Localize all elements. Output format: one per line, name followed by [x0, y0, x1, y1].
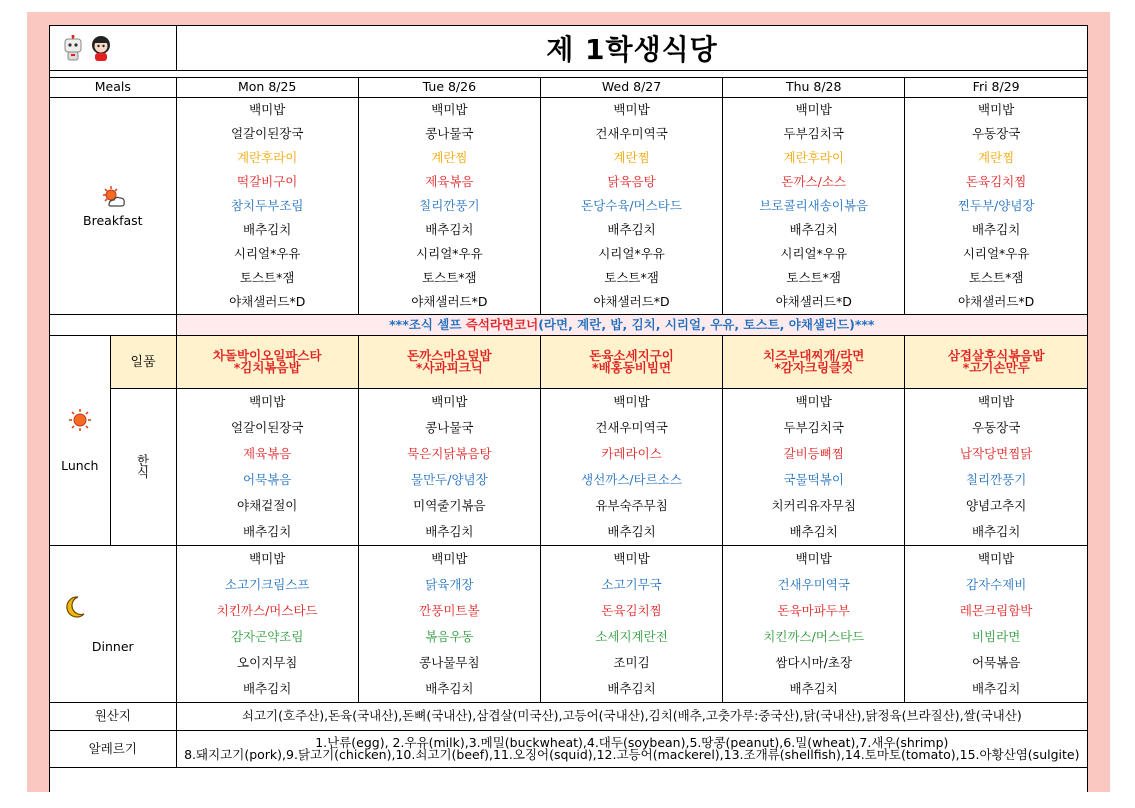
- menu-item: 두부김치국: [723, 122, 905, 146]
- page-title: 제 1학생식당: [546, 33, 718, 66]
- korean-label-line1: 한: [137, 452, 150, 468]
- menu-item: 칠리깐풍기: [965, 471, 1027, 487]
- origin-label: 원산지: [50, 703, 176, 731]
- menu-item: 제육볶음: [176, 441, 358, 467]
- menu-item: 돈육김치찜: [965, 173, 1027, 189]
- menu-item: 건새우미역국: [723, 572, 905, 598]
- lunch-row: [50, 415, 1087, 441]
- lunch-row: [50, 493, 1087, 519]
- menu-item: 계란찜: [540, 146, 722, 170]
- menu-item: 치커리유자무침: [723, 493, 905, 519]
- menu-item: 야채샐러드*D: [958, 293, 1035, 309]
- menu-item: 어묵볶음: [176, 467, 358, 493]
- menu-item: 백미밥: [540, 546, 722, 573]
- menu-item: 야채샐러드*D: [176, 290, 358, 315]
- menu-item: 납작당면찜닭: [959, 445, 1033, 461]
- menu-item: 돈육김치찜: [540, 598, 722, 624]
- lunch-row: [50, 467, 1087, 493]
- menu-item: 브로콜리새송이볶음: [723, 194, 905, 218]
- menu-item: 백미밥: [540, 389, 722, 416]
- menu-item: 백미밥: [723, 98, 905, 123]
- menu-item: 배추김치: [723, 519, 905, 546]
- breakfast-row: [50, 218, 1087, 242]
- menu-item: 갈비등뼈찜: [723, 441, 905, 467]
- menu-item: 배추김치: [540, 218, 722, 242]
- menu-item: 카레라이스: [540, 441, 722, 467]
- menu-item: 물만두/양념장: [358, 467, 540, 493]
- menu-item: 시리얼*우유: [540, 242, 722, 266]
- special-item: [176, 336, 358, 389]
- korean-label-cell: [110, 389, 176, 546]
- day-header: Fri 8/29: [905, 78, 1087, 98]
- allergy-text: [176, 731, 1087, 768]
- day-header: Thu 8/28: [723, 78, 905, 98]
- menu-item: 미역줄기볶음: [358, 493, 540, 519]
- menu-item: 콩나물무침: [358, 650, 540, 676]
- menu-item: 토스트*잼: [540, 266, 722, 290]
- robot-mascot-icon: [62, 35, 84, 61]
- dinner-label: Dinner: [91, 638, 134, 654]
- day-header: Mon 8/25: [176, 78, 358, 98]
- menu-item: 얼갈이된장국: [176, 122, 358, 146]
- menu-item: 조미김: [540, 650, 722, 676]
- menu-item: 칠리깐풍기: [358, 194, 540, 218]
- menu-item: 배추김치: [176, 676, 358, 703]
- special-item-line1: 돈육소세지구이: [589, 347, 674, 363]
- origin-row: [50, 703, 1087, 731]
- breakfast-row: [50, 98, 1087, 123]
- menu-item: 배추김치: [540, 676, 722, 703]
- menu-item: 오이지무침: [176, 650, 358, 676]
- special-item-line2: *사과피크닉: [415, 360, 483, 375]
- menu-item: 어묵볶음: [971, 654, 1021, 670]
- breakfast-row: [50, 194, 1087, 218]
- menu-item: 치킨까스/머스타드: [176, 598, 358, 624]
- lunch-label: Lunch: [61, 458, 99, 474]
- menu-item: 백미밥: [723, 389, 905, 416]
- origin-text: 쇠고기(호주산),돈육(국내산),돈뼈(국내산),삼겹살(미국산),고등어(국내산),김치(배추,고춧가루:중국산),닭(국내산),닭정육(브라질산),쌀(국내산): [176, 703, 1087, 731]
- menu-item: 두부김치국: [723, 415, 905, 441]
- breakfast-label-cell: [50, 98, 176, 315]
- menu-item: 야채샐러드*D: [540, 290, 722, 315]
- menu-item: 배추김치: [971, 680, 1021, 696]
- spacer-row: [50, 71, 1087, 78]
- dinner-row: [50, 572, 1087, 598]
- allergy-row: [50, 731, 1087, 768]
- menu-item: 떡갈비구이: [176, 170, 358, 194]
- allergy-line1: 1.난류(egg), 2.우유(milk),3.메밀(buckwheat),4.대두(soybean),5.땅콩(peanut),6.밀(wheat),7.새우(shrimp): [315, 734, 949, 750]
- menu-item: 계란찜: [358, 146, 540, 170]
- menu-item: 야채겉절이: [176, 493, 358, 519]
- meals-header: Meals: [50, 78, 176, 98]
- menu-item: 쌈다시마/초장: [723, 650, 905, 676]
- menu-item: 야채샐러드*D: [358, 290, 540, 315]
- allergy-line2: 8.돼지고기(pork),9.닭고기(chicken),10.쇠고기(beef),11.오징어(squid),12.고등어(mackerel),13.조개류(shellfish),14.토마토(tomato),15.아황산염(sulgite): [184, 747, 1080, 762]
- special-item: [723, 336, 905, 389]
- menu-item: 돈당수육/머스타드: [540, 194, 722, 218]
- allergy-label: 알레르기: [50, 731, 176, 768]
- special-item-line1: 삼겹살후식볶음밥: [947, 347, 1045, 363]
- menu-item: 백미밥: [176, 98, 358, 123]
- menu-table: [50, 78, 1087, 768]
- lunch-label-cell: [50, 336, 110, 546]
- dinner-row: [50, 650, 1087, 676]
- menu-item: 시리얼*우유: [723, 242, 905, 266]
- menu-item: 배추김치: [176, 218, 358, 242]
- menu-item: 백미밥: [358, 98, 540, 123]
- special-item-line2: *배홍동비빔면: [592, 360, 672, 375]
- menu-item: 계란찜: [978, 149, 1015, 165]
- sun-icon: [68, 408, 92, 432]
- menu-item: 토스트*잼: [358, 266, 540, 290]
- sun-cloud-icon: [100, 185, 126, 209]
- menu-item: 토스트*잼: [968, 269, 1024, 285]
- menu-item: 건새우미역국: [540, 122, 722, 146]
- menu-item: 감자수제비: [965, 576, 1027, 592]
- girl-mascot-icon: [90, 35, 112, 61]
- dinner-row: [50, 676, 1087, 703]
- dinner-row: [50, 546, 1087, 573]
- menu-item: 생선까스/타르소스: [540, 467, 722, 493]
- menu-item: 시리얼*우유: [962, 245, 1030, 261]
- menu-item: 볶음우동: [358, 624, 540, 650]
- menu-item: 야채샐러드*D: [723, 290, 905, 315]
- menu-item: 백미밥: [358, 389, 540, 416]
- menu-item: 배추김치: [905, 519, 1087, 546]
- day-header: Tue 8/26: [358, 78, 540, 98]
- mascot-logo-icon: [50, 26, 177, 70]
- special-item-line1: 치즈부대찌개/라면: [763, 347, 865, 363]
- menu-item: 배추김치: [723, 218, 905, 242]
- menu-item: 배추김치: [971, 221, 1021, 237]
- menu-item: 계란후라이: [176, 146, 358, 170]
- menu-item: 깐풍미트볼: [358, 598, 540, 624]
- special-item-line2: *김치볶음밥: [233, 360, 301, 375]
- menu-item: 소고기무국: [540, 572, 722, 598]
- dinner-row: [50, 598, 1087, 624]
- lunch-row: [50, 441, 1087, 467]
- menu-item: 백미밥: [978, 101, 1015, 117]
- day-header: Wed 8/27: [540, 78, 722, 98]
- menu-item: 콩나물국: [358, 415, 540, 441]
- menu-item: 백미밥: [723, 546, 905, 573]
- breakfast-row: [50, 146, 1087, 170]
- notice-highlight: 즉석라면코너: [465, 316, 539, 332]
- notice-spacer: [50, 315, 176, 336]
- menu-item: 백미밥: [176, 389, 358, 416]
- breakfast-row: [50, 266, 1087, 290]
- lunch-row: [50, 389, 1087, 416]
- special-item: [358, 336, 540, 389]
- menu-item: 비빔라면: [971, 628, 1021, 644]
- menu-item: 닭육음탕: [540, 170, 722, 194]
- menu-item: 배추김치: [358, 519, 540, 546]
- header-row: [50, 78, 1087, 98]
- dinner-row: [50, 624, 1087, 650]
- menu-item: 얼갈이된장국: [176, 415, 358, 441]
- special-item: [540, 336, 722, 389]
- menu-item: 닭육개장: [358, 572, 540, 598]
- breakfast-row: [50, 242, 1087, 266]
- crescent-moon-icon: [64, 595, 86, 619]
- menu-item: 배추김치: [723, 676, 905, 703]
- menu-item: 돈육마파두부: [723, 598, 905, 624]
- menu-item: 찐두부/양념장: [957, 197, 1035, 213]
- special-item-line1: 차돌박이오일파스타: [212, 347, 322, 363]
- menu-item: 배추김치: [176, 519, 358, 546]
- menu-item: 백미밥: [176, 546, 358, 573]
- menu-item: 배추김치: [540, 519, 722, 546]
- menu-sheet: [49, 25, 1088, 792]
- menu-item: 시리얼*우유: [176, 242, 358, 266]
- menu-item: 소고기크림스프: [176, 572, 358, 598]
- menu-item: 토스트*잼: [723, 266, 905, 290]
- menu-item: 소세지계란전: [540, 624, 722, 650]
- menu-item: 배추김치: [358, 218, 540, 242]
- menu-item: 유부숙주무침: [540, 493, 722, 519]
- menu-item: 국물떡볶이: [723, 467, 905, 493]
- notice-suffix: (라면, 계란, 밥, 김치, 시리얼, 우유, 토스트, 야채샐러드)***: [538, 316, 875, 332]
- breakfast-row: [50, 290, 1087, 315]
- menu-item: 백미밥: [540, 98, 722, 123]
- page-background: [27, 12, 1110, 792]
- breakfast-label: Breakfast: [83, 212, 143, 228]
- lunch-row: [50, 519, 1087, 546]
- menu-item: 감자곤약조림: [176, 624, 358, 650]
- breakfast-notice: [176, 315, 1087, 336]
- menu-item: 백미밥: [978, 550, 1015, 566]
- menu-item: 양념고추지: [965, 497, 1027, 513]
- special-item-line2: *감자크링클컷: [774, 360, 854, 375]
- lunch-special-row: [50, 336, 1087, 389]
- menu-item: 건새우미역국: [540, 415, 722, 441]
- menu-item: 콩나물국: [358, 122, 540, 146]
- special-item-line2: *고기손만두: [962, 360, 1030, 375]
- breakfast-row: [50, 170, 1087, 194]
- menu-item: 계란후라이: [723, 146, 905, 170]
- menu-item: 우동장국: [971, 125, 1021, 141]
- notice-prefix: ***조식 셀프: [389, 316, 466, 332]
- menu-item: 우동장국: [971, 419, 1021, 435]
- korean-label-line2: 식: [137, 465, 150, 480]
- menu-item: 참치두부조림: [176, 194, 358, 218]
- special-label: 일품: [110, 336, 176, 389]
- menu-item: 배추김치: [358, 676, 540, 703]
- breakfast-row: [50, 122, 1087, 146]
- menu-item: 백미밥: [905, 389, 1087, 416]
- menu-item: 레몬크림함박: [959, 602, 1033, 618]
- menu-item: 돈까스/소스: [723, 170, 905, 194]
- menu-item: 시리얼*우유: [358, 242, 540, 266]
- menu-item: 치킨까스/머스타드: [723, 624, 905, 650]
- menu-item: 백미밥: [358, 546, 540, 573]
- special-item-line1: 돈까스마요덮밥: [407, 347, 492, 363]
- menu-item: 제육볶음: [358, 170, 540, 194]
- dinner-label-cell: [50, 546, 176, 703]
- menu-item: 토스트*잼: [176, 266, 358, 290]
- special-item: [905, 336, 1087, 389]
- breakfast-notice-row: [50, 315, 1087, 336]
- menu-item: 묵은지닭볶음탕: [358, 441, 540, 467]
- title-row: [50, 26, 1087, 71]
